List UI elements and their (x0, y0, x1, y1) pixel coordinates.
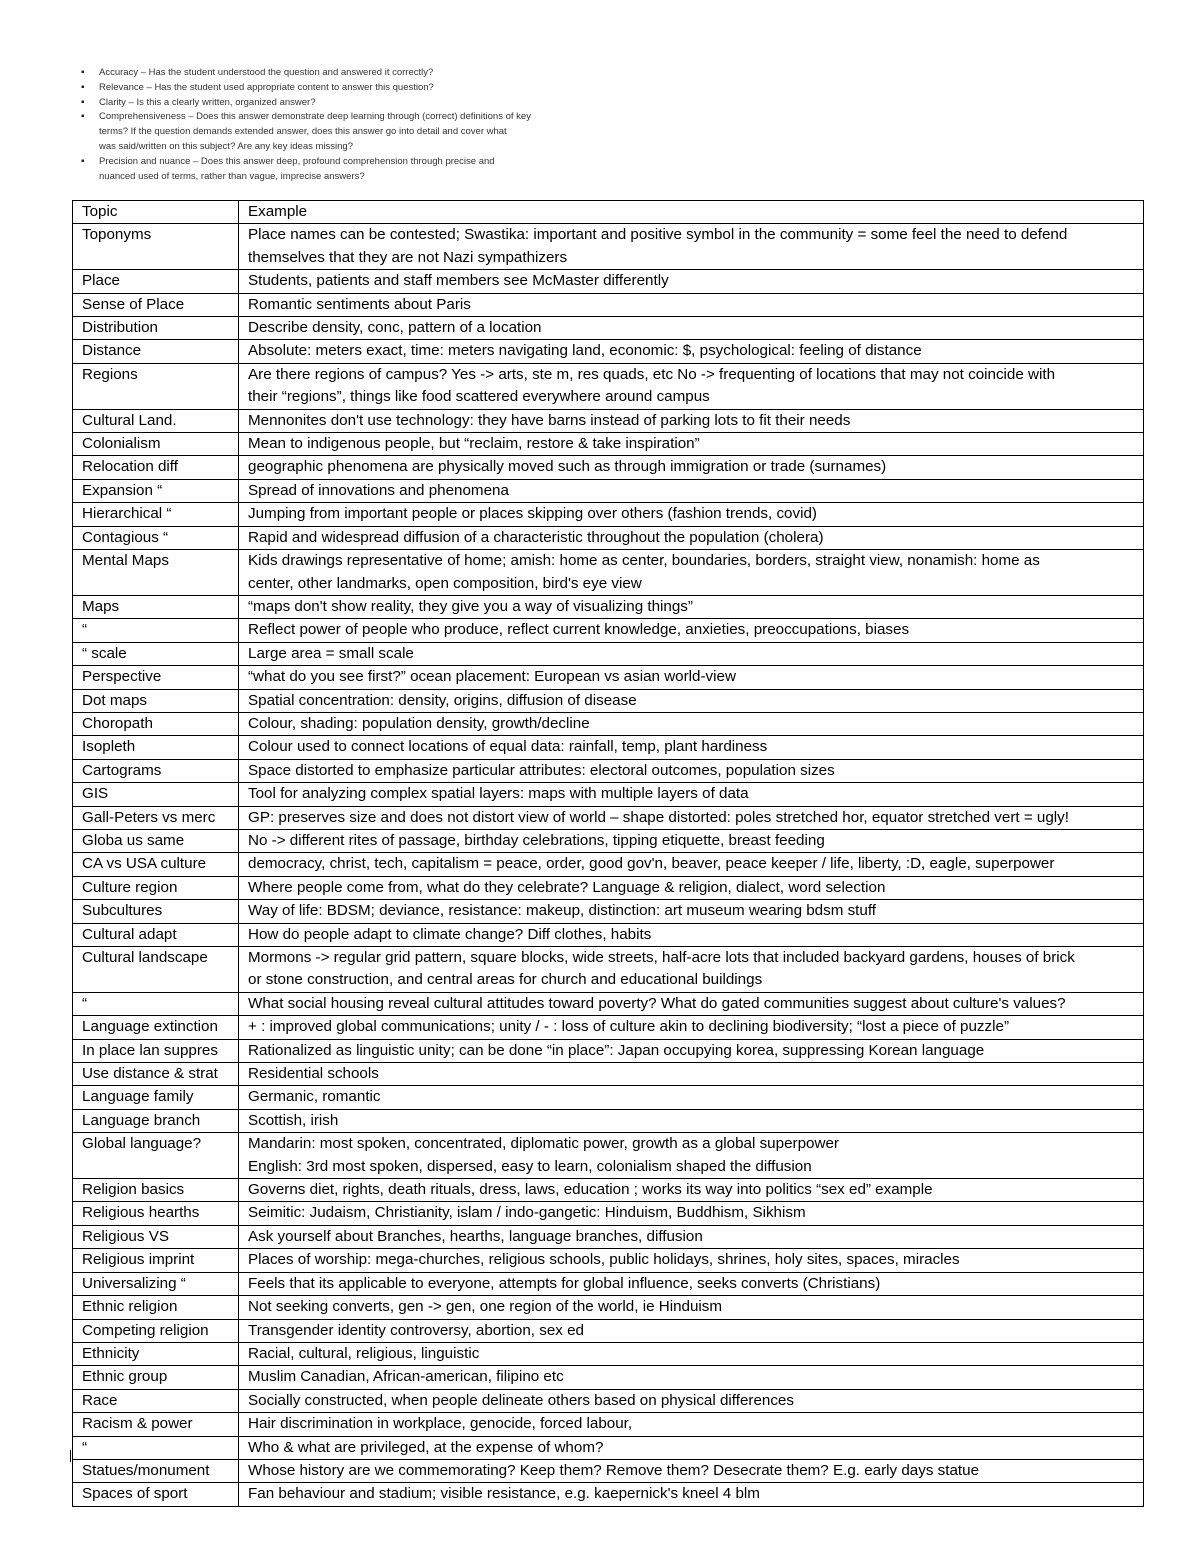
example-cell (239, 433, 1144, 456)
table-row (73, 317, 1144, 340)
example-line: Kids drawings representative of home; amish: home as center, boundaries, borders, straight view, nonamish: home as (248, 552, 1040, 570)
table-row (73, 923, 1144, 946)
example-line: Hair discrimination in workplace, genocide, forced labour, (248, 1415, 633, 1433)
example-cell (239, 736, 1144, 759)
example-cell (239, 1366, 1144, 1389)
example-line: Where people come from, what do they celebrate? Language & religion, dialect, word selection (248, 878, 886, 896)
example-cell (239, 1319, 1144, 1342)
example-line: Fan behaviour and stadium; visible resistance, e.g. kaepernick's kneel 4 blm (248, 1485, 760, 1503)
example-line: Mormons -> regular grid pattern, square blocks, wide streets, half-acre lots that included backyard gardens, houses of brick (248, 949, 1075, 966)
example-cell (239, 1086, 1144, 1109)
example-cell (239, 853, 1144, 876)
example-line: Place names can be contested; Swastika: important and positive symbol in the community = some feel the need to defend (248, 226, 1068, 244)
topic-cell: Cartograms (73, 759, 239, 782)
table-row (73, 1225, 1144, 1248)
topic-cell: Ethnic group (73, 1366, 239, 1389)
topic-cell: “ (73, 1436, 239, 1459)
example-cell (239, 1436, 1144, 1459)
example-cell (239, 619, 1144, 642)
topic-cell: “ (73, 619, 239, 642)
example-cell (239, 1249, 1144, 1272)
topic-cell: CA vs USA culture (73, 853, 239, 876)
example-cell (239, 1483, 1144, 1506)
example-line: Reflect power of people who produce, reflect current knowledge, anxieties, preoccupations, biases (248, 621, 910, 639)
example-cell (239, 900, 1144, 923)
table-row (73, 1342, 1144, 1365)
example-cell (239, 317, 1144, 340)
topic-cell: Race (73, 1389, 239, 1412)
example-line: Muslim Canadian, African-american, filipino etc (248, 1368, 564, 1386)
example-line: themselves that they are not Nazi sympathizers (248, 248, 568, 266)
example-line: Space distorted to emphasize particular attributes: electoral outcomes, population sizes (248, 761, 835, 779)
example-line: Residential schools (248, 1065, 379, 1083)
table-row (73, 433, 1144, 456)
table-row (73, 900, 1144, 923)
criterion-text: terms? If the question demands extended answer, does this answer go into detail and cover what (99, 126, 507, 138)
example-line: What social housing reveal cultural attitudes toward poverty? What do gated communities suggest about culture's values? (248, 994, 1066, 1012)
topic-cell: Religious hearths (73, 1202, 239, 1225)
table-row (73, 270, 1144, 293)
example-cell (239, 1459, 1144, 1482)
example-cell (239, 340, 1144, 363)
example-cell (239, 992, 1144, 1015)
table-row (73, 829, 1144, 852)
table-row (73, 1063, 1144, 1086)
example-cell (239, 479, 1144, 502)
example-line: Large area = small scale (248, 644, 414, 662)
example-line: democracy, christ, tech, capitalism = peace, order, good gov'n, beaver, peace keeper / life, liberty, :D, eagle, superpower (248, 855, 1055, 873)
topic-cell: Cultural adapt (73, 923, 239, 946)
criterion-item (80, 81, 640, 96)
example-line: “what do you see first?” ocean placement: European vs asian world-view (248, 668, 736, 686)
table-row (73, 992, 1144, 1015)
example-cell (239, 666, 1144, 689)
example-line: Absolute: meters exact, time: meters navigating land, economic: $, psychological: feeling of distance (248, 342, 922, 360)
table-row (73, 1319, 1144, 1342)
topic-cell: Regions (73, 363, 239, 409)
example-line: Seimitic: Judaism, Christianity, islam / indo-gangetic: Hinduism, Buddhism, Sikhism (248, 1204, 806, 1222)
example-column-header: Example (239, 201, 1144, 224)
table-row (73, 806, 1144, 829)
example-line: Mandarin: most spoken, concentrated, diplomatic power, growth as a global superpower (248, 1135, 839, 1153)
criterion-text: ▪ Accuracy – Has the student understood the question and answered it correctly? (99, 67, 434, 78)
topic-cell: GIS (73, 783, 239, 806)
topic-cell: Dot maps (73, 689, 239, 712)
example-line: No -> different rites of passage, birthday celebrations, tipping etiquette, breast feeding (248, 831, 825, 849)
table-row (73, 363, 1144, 409)
table-row (73, 712, 1144, 735)
example-cell (239, 270, 1144, 293)
example-cell (239, 409, 1144, 432)
topic-cell: Choropath (73, 712, 239, 735)
table-row (73, 293, 1144, 316)
topic-cell: In place lan suppres (73, 1039, 239, 1062)
table-row (73, 1086, 1144, 1109)
example-line: Tool for analyzing complex spatial layers: maps with multiple layers of data (248, 785, 749, 803)
example-cell (239, 1063, 1144, 1086)
topic-cell: Universalizing “ (73, 1272, 239, 1295)
table-row (73, 479, 1144, 502)
criterion-item (80, 110, 640, 154)
topic-cell: Globa us same (73, 829, 239, 852)
example-line: Socially constructed, when people delineate others based on physical differences (248, 1391, 794, 1409)
example-line: geographic phenomena are physically moved such as through immigration or trade (surnames) (248, 458, 887, 476)
example-cell (239, 363, 1144, 409)
example-line: their “regions”, things like food scattered everywhere around campus (248, 388, 710, 406)
example-cell (239, 595, 1144, 618)
topic-cell: Spaces of sport (73, 1483, 239, 1506)
table-row (73, 1202, 1144, 1225)
example-cell (239, 689, 1144, 712)
example-cell (239, 1202, 1144, 1225)
criterion-text: was said/written on this subject? Are any key ideas missing? (99, 140, 353, 152)
criterion-text: ▪ Precision and nuance – Does this answer deep, profound comprehension through precise and (99, 155, 495, 167)
table-row (73, 666, 1144, 689)
criterion-item (80, 96, 640, 111)
example-cell (239, 293, 1144, 316)
table-row (73, 1459, 1144, 1482)
example-line: Way of life: BDSM; deviance, resistance: makeup, distinction: art museum wearing bdsm stuff (248, 902, 877, 920)
topic-cell: Contagious “ (73, 526, 239, 549)
example-cell (239, 712, 1144, 735)
topic-cell: Language branch (73, 1109, 239, 1132)
example-line: Mennonites don't use technology: they have barns instead of parking lots to fit their needs (248, 411, 851, 429)
table-row (73, 759, 1144, 782)
table-row (73, 595, 1144, 618)
topic-cell: Language family (73, 1086, 239, 1109)
criterion-text: ▪ Clarity – Is this a clearly written, organized answer? (99, 96, 316, 108)
example-cell (239, 1389, 1144, 1412)
table-row (73, 526, 1144, 549)
table-row (73, 224, 1144, 270)
topic-cell: Cultural Land. (73, 409, 239, 432)
table-row (73, 1436, 1144, 1459)
topic-cell: Competing religion (73, 1319, 239, 1342)
example-cell (239, 876, 1144, 899)
example-line: Describe density, conc, pattern of a location (248, 319, 542, 337)
example-line: Not seeking converts, gen -> gen, one region of the world, ie Hinduism (248, 1298, 723, 1316)
topic-cell: Maps (73, 595, 239, 618)
example-cell (239, 1272, 1144, 1295)
topic-cell: Religion basics (73, 1179, 239, 1202)
example-line: Spatial concentration: density, origins, diffusion of disease (248, 691, 637, 709)
topic-cell: Language extinction (73, 1016, 239, 1039)
table-row (73, 853, 1144, 876)
example-line: Racial, cultural, religious, linguistic (248, 1344, 480, 1362)
topic-cell: Isopleth (73, 736, 239, 759)
example-cell (239, 1296, 1144, 1319)
table-row (73, 1389, 1144, 1412)
topic-cell: Place (73, 270, 239, 293)
topic-cell: Religious imprint (73, 1249, 239, 1272)
example-line: Colour, shading: population density, growth/decline (248, 714, 590, 732)
example-cell (239, 947, 1144, 993)
criterion-item (80, 155, 640, 185)
table-row (73, 876, 1144, 899)
topic-cell: Global language? (73, 1133, 239, 1179)
table-row (73, 1366, 1144, 1389)
criterion-text: ▪ Relevance – Has the student used appropriate content to answer this question? (99, 81, 434, 93)
example-line: Are there regions of campus? Yes -> arts, ste m, res quads, etc No -> frequenting of locations that may not coincide with (248, 365, 1056, 383)
example-line: Who & what are privileged, at the expense of whom? (248, 1438, 604, 1456)
topic-cell: Ethnic religion (73, 1296, 239, 1319)
example-line: Spread of innovations and phenomena (248, 481, 509, 499)
example-line: GP: preserves size and does not distort view of world – shape distorted: poles stretched hor, equator stretched vert = ugly! (248, 808, 1069, 826)
table-row (73, 1133, 1144, 1179)
table-row (73, 340, 1144, 363)
example-cell (239, 806, 1144, 829)
topic-cell: “ scale (73, 642, 239, 665)
example-line: English: 3rd most spoken, dispersed, easy to learn, colonialism shaped the diffusion (248, 1157, 812, 1175)
topic-cell: Racism & power (73, 1413, 239, 1436)
topic-cell: Distance (73, 340, 239, 363)
table-row (73, 1413, 1144, 1436)
topic-cell: Relocation diff (73, 456, 239, 479)
example-line: Rationalized as linguistic unity; can be done “in place”: Japan occupying korea, suppressing Korean language (248, 1041, 985, 1059)
example-cell (239, 1413, 1144, 1436)
topic-cell: Gall-Peters vs merc (73, 806, 239, 829)
topic-cell: Ethnicity (73, 1342, 239, 1365)
topic-cell: Religious VS (73, 1225, 239, 1248)
example-cell (239, 456, 1144, 479)
example-line: Transgender identity controversy, abortion, sex ed (248, 1321, 584, 1339)
example-line: Romantic sentiments about Paris (248, 295, 471, 313)
table-row (73, 1039, 1144, 1062)
topic-cell: Subcultures (73, 900, 239, 923)
table-row (73, 1249, 1144, 1272)
example-cell (239, 759, 1144, 782)
topic-column-header: Topic (73, 201, 239, 224)
topic-cell: Colonialism (73, 433, 239, 456)
table-row (73, 456, 1144, 479)
example-line: Rapid and widespread diffusion of a characteristic throughout the population (cholera) (248, 528, 824, 546)
example-cell (239, 783, 1144, 806)
example-line: Whose history are we commemorating? Keep them? Remove them? Desecrate them? E.g. early days statue (248, 1461, 980, 1479)
table-row (73, 642, 1144, 665)
example-line: Jumping from important people or places skipping over others (fashion trends, covid) (248, 505, 817, 523)
example-cell (239, 526, 1144, 549)
criterion-text: nuanced used of terms, rather than vague, imprecise answers? (99, 170, 365, 182)
table-edge-mark (70, 1450, 71, 1462)
table-row (73, 783, 1144, 806)
example-line: Scottish, irish (248, 1111, 339, 1129)
table-row (73, 1296, 1144, 1319)
example-line: center, other landmarks, open composition, bird's eye view (248, 574, 642, 592)
example-line: Ask yourself about Branches, hearths, language branches, diffusion (248, 1227, 703, 1245)
topic-cell: Perspective (73, 666, 239, 689)
example-cell (239, 1109, 1144, 1132)
table-row (73, 409, 1144, 432)
table-row (73, 1483, 1144, 1506)
topic-example-table (72, 200, 1144, 1507)
example-cell (239, 829, 1144, 852)
example-cell (239, 1179, 1144, 1202)
example-line: Mean to indigenous people, but “reclaim, restore & take inspiration” (248, 435, 700, 453)
topic-cell: Toponyms (73, 224, 239, 270)
table-row (73, 947, 1144, 993)
table-header-row (73, 201, 1144, 224)
example-line: How do people adapt to climate change? Diff clothes, habits (248, 925, 652, 943)
example-line: Feels that its applicable to everyone, attempts for global influence, seeks converts (Christians) (248, 1274, 881, 1292)
topic-cell: Distribution (73, 317, 239, 340)
example-cell (239, 642, 1144, 665)
topic-cell: Expansion “ (73, 479, 239, 502)
table-row (73, 619, 1144, 642)
example-line: Places of worship: mega-churches, religious schools, public holidays, shrines, holy sites, spaces, miracles (248, 1251, 960, 1269)
table-row (73, 1016, 1144, 1039)
example-cell (239, 224, 1144, 270)
example-cell (239, 1342, 1144, 1365)
table-row (73, 1179, 1144, 1202)
topic-cell: Hierarchical “ (73, 503, 239, 526)
example-cell (239, 550, 1144, 596)
example-cell (239, 1016, 1144, 1039)
example-line: Students, patients and staff members see McMaster differently (248, 272, 669, 290)
table-row (73, 550, 1144, 596)
topic-cell: Mental Maps (73, 550, 239, 596)
topic-cell: “ (73, 992, 239, 1015)
topic-cell: Use distance & strat (73, 1063, 239, 1086)
example-line: Colour used to connect locations of equal data: rainfall, temp, plant hardiness (248, 738, 768, 756)
evaluation-criteria-list (80, 66, 640, 184)
example-cell (239, 1039, 1144, 1062)
table-row (73, 1272, 1144, 1295)
criterion-item (80, 66, 640, 81)
topic-cell: Culture region (73, 876, 239, 899)
example-cell (239, 1133, 1144, 1179)
example-line: + : improved global communications; unity / - : loss of culture akin to declining biodiversity; “lost a piece of puzzle” (248, 1018, 1009, 1036)
example-line: Governs diet, rights, death rituals, dress, laws, education ; works its way into politics “sex ed” example (248, 1181, 933, 1199)
example-line: “maps don't show reality, they give you a way of visualizing things” (248, 597, 693, 615)
example-line: Germanic, romantic (248, 1088, 381, 1106)
table-row (73, 503, 1144, 526)
table-body (73, 224, 1144, 1506)
topic-cell: Sense of Place (73, 293, 239, 316)
topic-cell: Statues/monument (73, 1459, 239, 1482)
topic-cell: Cultural landscape (73, 947, 239, 993)
table-row (73, 1109, 1144, 1132)
table-row (73, 736, 1144, 759)
example-cell (239, 923, 1144, 946)
example-cell (239, 1225, 1144, 1248)
table-row (73, 689, 1144, 712)
example-line: or stone construction, and central areas for church and educational buildings (248, 971, 763, 989)
example-cell (239, 503, 1144, 526)
criterion-text: ▪ Comprehensiveness – Does this answer demonstrate deep learning through (correct) definitions of key (99, 111, 531, 123)
